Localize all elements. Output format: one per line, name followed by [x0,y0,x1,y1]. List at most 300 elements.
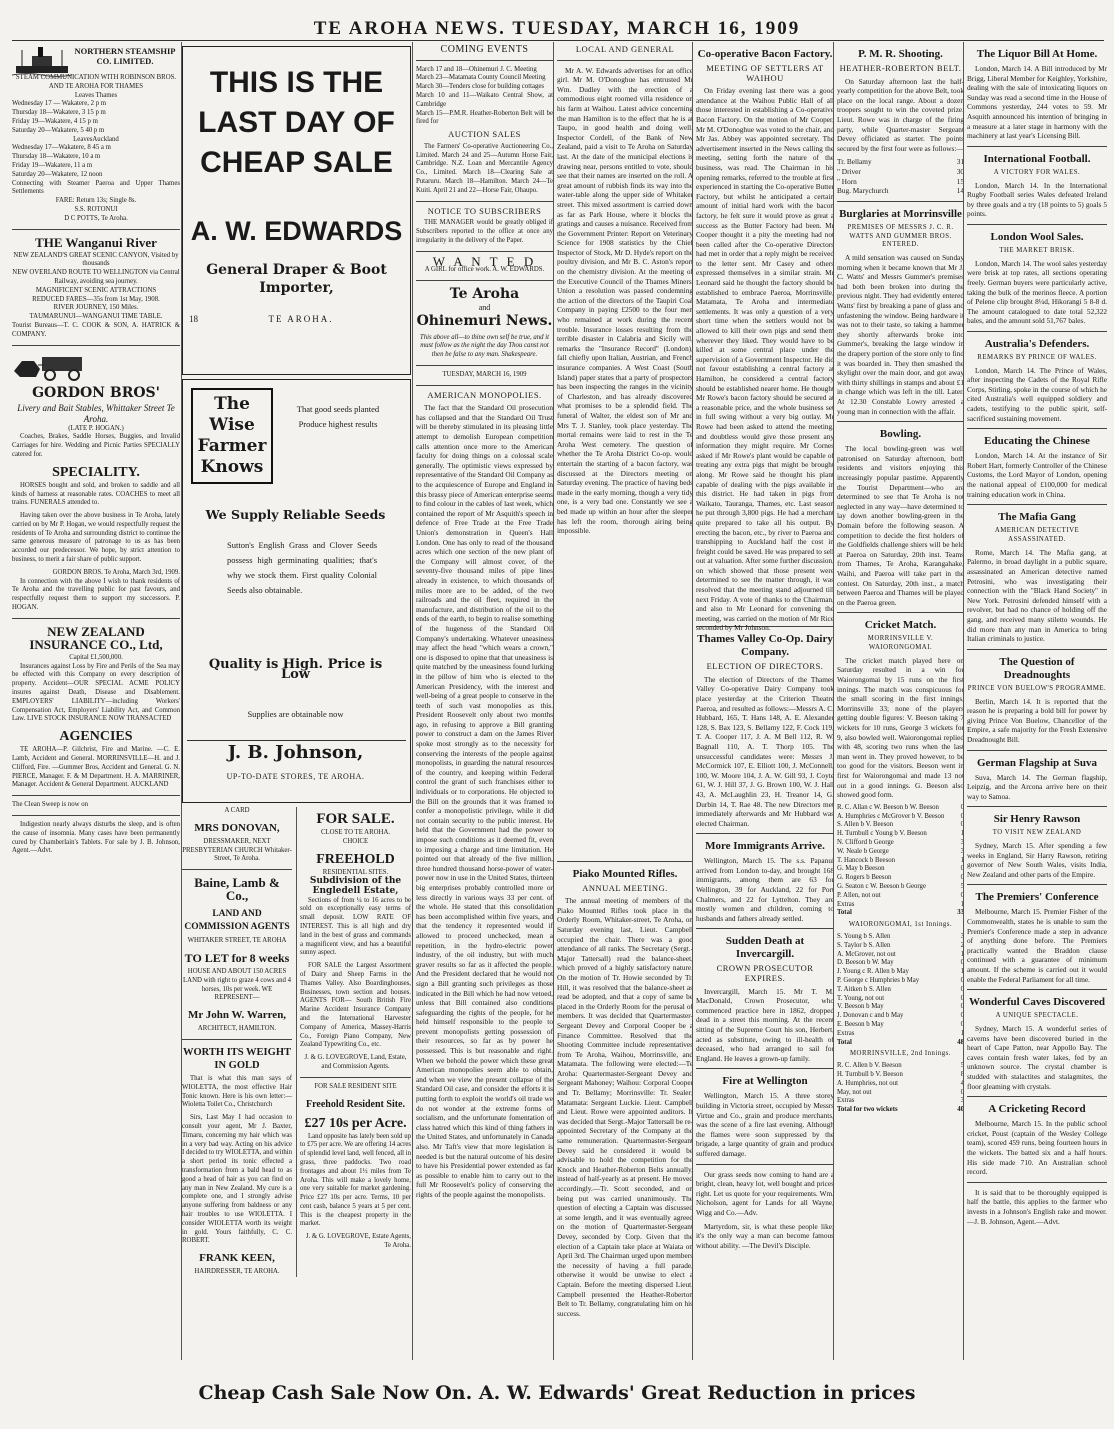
whanganui-greatest: NEW ZEALAND'S GREAT SCENIC CANYON, Visited by thousands [13,251,179,268]
thames-times [12,100,180,135]
coach-illustration [12,351,180,381]
chinese-title: Educating the Chinese [984,435,1090,448]
burglaries-title: Burglaries at Morrinsville [839,207,962,220]
event-item: March 10 and 11—Waikato Central Show, at Cambridge [416,91,553,108]
divider [416,385,553,386]
batting-row [837,804,964,813]
score-value: 14 [956,186,964,196]
batting-row [837,1062,964,1071]
masthead-rule [12,40,1104,41]
divider [837,421,964,422]
col2-lower-right [296,807,411,1277]
score-row [837,157,964,167]
divider [967,146,1107,147]
crown-subtitle: CROWN PROSECUTOR EXPIRES. [716,963,814,984]
score-name: " Driver [837,166,861,176]
premiers-title: The Premiers' Conference [975,891,1099,904]
tourist-bureaus: Tourist Bureaus—T. C. COOK & SON, A. HATRICK & COMPANY. [12,321,180,338]
engledell-body: Sections of from ¼ to 16 acres to be sold on exceptionally easy terms of small deposit. LOW RATE OF INTEREST. This is all high and dry land in the best of grass and commands a magnificent view, and has a beautiful sunny aspect. [300,896,411,957]
football-body: London, March 14. In the International Rugby Football series Wales defeated Ireland by three goals and a try (18 points to 5) goals 5 points. [967,180,1107,219]
batter: D. Beeson b W. May [837,959,894,967]
events-list [416,66,553,128]
divider [182,1039,292,1040]
wool-title: London Wool Sales. [990,230,1084,243]
runs: 0 [960,985,964,993]
batter: A. McGrover, not out [837,950,896,958]
nzi-title: NEW ZEALAND INSURANCE CO., Ltd, [29,623,163,652]
dateline: TUESDAY, MARCH 16, 1909 [442,370,527,378]
belt-body: On Saturday afternoon last the half-yearly competition for the above Belt, took place on the local range. About a dozen troopers sought to win the coveted prize. Lieut. Rowe was in charge of the firing party, while Quarter-master Sergeant Devey officiated as starter. The points secured by the first four were as follows:— [837,76,964,153]
score-row [837,177,964,187]
scenic-attractions: MAGNIFICENT SCENIC ATTRACTIONS [35,286,157,294]
wise-farmer-box [191,388,273,484]
second-innings [837,1062,964,1115]
sale-line-3: CHEAP SALE [200,146,393,179]
second-innings-heading: MORRINSVILLE, 2nd Innings. [850,1050,951,1058]
score-name: Bug. Marychurch [837,186,889,196]
gordon-body: Coaches, Brakes, Saddle Horses, Buggies, and Invalid Carriages for hire. Wedding and Picnic Parties SPECIALLY catered for. [12,433,180,458]
steamship-illustration [12,44,180,78]
total-value: 48 [957,1038,964,1046]
price-body: Land opposite has lately been sold up to £75 per acre. We are offering 14 acres of splendid level land, well fenced, all in grass, three paddocks. Two road frontages and about 1½ miles from Te Aroha. This will make a lovely home, one very suitable for market gardening. Price £27 10s per acre. Terms, 10 per cent cash, balance 5 years at 5 per cent. This is the cheapest property in the market. [300,1132,411,1228]
caves-body: Sydney, March 15. A wonderful series of caverns have been discovered buried in the heart of Cape Patton, near Appollo Bay. The caves contain fresh water lakes, fed by an unknown source. The crystal chamber is studded with stalactites and stalagmites, the floor gleaming with crystals. [967,1024,1107,1091]
annual-meeting: ANNUAL MEETING. [582,882,668,893]
batting-row [837,986,964,995]
footer-banner: Cheap Cash Sale Now On. A. W. Edwards' Great Reduction in prices [198,1382,916,1404]
divider [967,989,1107,990]
divider [967,428,1107,429]
column-5 [692,42,834,1360]
batting-row [837,1012,964,1021]
rawson-subtitle: TO VISIT NEW ZEALAND [992,829,1082,837]
batter: S. Young b S. Allen [837,932,891,940]
football-title: International Football. [983,152,1091,165]
gordon-title: GORDON BROS' [32,384,160,401]
event-item: March 17 and 18—Ohinemuri J. C. Meeting [416,65,537,73]
batting-row [837,865,964,874]
cricket-subtitle: MORRINSVILLE V. WAIORONGOMAI. [867,635,934,652]
total-label: Total [837,909,852,917]
piako-title: Piako Mounted Rifles. [572,867,678,880]
steamship-title: NORTHERN STEAMSHIP CO. LIMITED. [74,46,176,66]
waiorongomai-innings [837,933,964,1047]
worth-letter: Sirs, Last May I had occasion to consult your agent, Mr J. Baxter, Timaru, concerning my hair which was in a very bad way. Acting on his advice I decided to try WIOLETTA, and within a short period its tonic effected a transformation from a bald head to as good a head of hair as you can find on any man in New Zealand. My cure is a complete one, and I strongly advise anyone suffering from baldness or any hair troubles to use WIOLETTA. I consider WIOLETTA worth its weight in gold. Yours faithfully, C. C. ROBERT. [182,1114,293,1245]
premiers-body: Melbourne, March 15. Premier Fisher of the Commonwealth, states he is unable to sum the Premier's Conference made a step in advance of anything done before. The Premiers practically wanted the Braddon clause continued with a guarantee of minimum amount. If the scheme is carried out it would enable the Federal Parliament for all time. [967,907,1107,984]
total-label: Total for two wickets [837,1106,898,1114]
batter: P. George c Humphries b May [837,976,920,984]
agencies-title: AGENCIES [59,729,133,745]
time-row: Thursday 18—Wakatere, 10 a m [12,153,101,161]
total-label: Total [837,1038,852,1046]
wise-word-1: The [214,394,250,414]
batter: A. Humphries c McGrover b V. Beeson [837,812,945,820]
chinese-body: London, March 14. At the instance of Sir Robert Hart, formerly Controller of the Chinese Customs, the Lord Mayor of London, opening the national appeal of £100,000 for medical training education work in China. [967,451,1107,499]
cricket-title: Cricket Match. [864,619,937,632]
mafia-title: The Mafia Gang [998,511,1076,524]
total-value: 40 [957,1106,964,1114]
column-4 [553,42,693,1360]
column-7 [963,42,1107,1360]
river-journey: RIVER JOURNEY, 150 Miles. [53,304,139,312]
divider [187,740,406,741]
batting-row [837,848,964,857]
ad-number: 18 [189,314,198,324]
runs: 4 [960,1079,964,1087]
worth-body: That is what this man says of WIOLETTA, the most effective Hair Tonic known. Here is his own letter:— Wioletta Toilet Co., Christchurch [182,1074,293,1109]
wise-word-3: Farmer [197,436,267,456]
divider [416,201,553,202]
batting-row [837,951,964,960]
runs: 0 [960,1012,964,1020]
divider [696,1164,834,1165]
divider [12,345,180,346]
batter: Extras [837,1097,855,1105]
batter: T. Aitken b S. Allen [837,985,891,993]
donovan-subtitle: DRESSMAKER, NEXT PRESBYTERIAN CHURCH Whitaker-Street, Te Aroha. [182,837,292,863]
batter: T. Young, not out [837,994,885,1002]
wool-subtitle: THE MARKET BRISK. [999,246,1075,254]
batter: P. Allen, not out [837,891,881,899]
time-row: Wednesday 17—Wakatere, 8 45 a m [12,144,111,152]
gordon-late: (LATE P. HOGAN.) [68,424,124,432]
quality-line: Quality is High. Price is Low [208,657,383,682]
speciality-body: HORSES bought and sold, and broken to saddle and all kinds of harness at reasonable rates. COACHES to meet all trains. FUNERALS attended to. [12,481,180,507]
steamship-subtitle: STEAM COMMUNICATION WITH ROBINSON BROS. AND TE AROHA FOR THAMES [15,74,177,90]
monopolies-title: AMERICAN MONOPOLIES. [427,389,542,400]
event-item: March 30—Tenders close for building cottages [416,83,545,91]
runs: 0 [960,812,964,820]
supplies-line: Supplies are obtainable now [247,709,344,719]
runs: 0 [960,891,964,899]
batting-row [837,821,964,830]
divider [557,861,693,862]
batter: Extras [837,900,855,908]
seeds-intro: That good seeds planted Produce highest results [296,404,380,429]
col2-lower-left [182,807,292,1277]
divider [967,884,1107,885]
divider [416,251,553,252]
runs: 1 [960,830,964,838]
batting-row [837,901,964,910]
sudden-body: Invercargill, March 15. Mr T. M. MacDonald, Crown Prosecutor, who commenced practice here in 1862, dropped dead in a street this morning. At the recent sitting of the Supreme Court his son, Herbert, acted as substitute, owing to ill-health of deceased, who had arranged to sail for England. He leaves a grown-up family. [696,986,834,1063]
divider [967,1182,1107,1183]
runs: 0 [960,994,964,1002]
edwards-name: A. W. EDWARDS [190,216,403,246]
warren-subtitle: ARCHITECT, HAMILTON. [197,1025,277,1033]
batter: N. Clifford b George [837,838,894,846]
runs: 1 [960,968,964,976]
runs: 3 [960,932,964,940]
runs: 0 [960,1020,964,1028]
batter: Extras [837,1029,855,1037]
batting-row [837,942,964,951]
runs: 5 [960,882,964,890]
divider [416,365,553,366]
divider [416,280,553,281]
batter: R. C. Allen b V. Beeson [837,1062,902,1070]
divider [12,795,180,796]
sudden-title: Sudden Death at Invercargill. [725,935,805,961]
supply-heading: We Supply Reliable Seeds [205,507,386,522]
batting-row [837,1097,964,1106]
gordon-sign: GORDON BROS. Te Aroha, March 3rd, 1909. [52,568,180,576]
wanted-body: A GIRL for office work. A. W. EDWARDS. [424,266,545,274]
thames-dairy-title: Thames Valley Co-Op. Dairy Company. [697,633,833,659]
clean-sweep: The Clean Sweep is now on [12,801,89,809]
runs: 0 [960,1003,964,1011]
total-row [837,909,964,918]
batting-row [837,857,964,866]
johnson-name: J. B. Johnson, [227,742,364,763]
baine-address: WHITAKER STREET, TE AROHA [187,937,287,945]
paper-and: and [478,302,491,312]
batter: G. May b Beeson [837,865,885,873]
worth-heading: WORTH ITS WEIGHT IN GOLD [183,1046,291,1071]
batting-row [837,813,964,822]
sale-line-2: LAST DAY OF [198,106,395,139]
dreadnoughts-body: Berlin, March 14. It is reported that the reason he is preparing a bold bill for power by giving Prince Von Buelow, Chancellor of the Empire, a safe majority for the Fresh Extensive Dreadnought Bill. [967,696,1107,744]
auction-body: The Farmers' Co-operative Auctioneering Co., Limited. March 24 and 25—Autumn Horse Fair, Cambridge. N.Z. Loan and Mercantile Agency Co., Limited. March 18—Clearing Sale at Putaruru. March 18—Hamilton. March 24—Te Kuiti. April 21 and 22—Horse Fair, Ohaupo. [416,142,553,194]
event-item: March 23—Matamata County Council Meeting [416,74,546,82]
martyrdom-quote: Martyrdom, sir, is what these people like; it's the only way a man can become famous without ability. —The Devil's Disciple. [696,1221,834,1250]
baine-name: Baine, Lamb & Co., [194,875,280,904]
divider [967,224,1107,225]
score-value: 30 [956,166,964,176]
col2-lower [182,807,411,1277]
wise-word-2: Wise [209,415,255,435]
runs: 0 [960,1088,964,1096]
rawson-body: Sydney, March 15. After spending a few weeks in England, Sir Harry Rawson, retiring governor of New South Wales, visits India, New Zealand and other parts of the Empire. [967,841,1107,879]
choice: CHOICE [342,837,369,845]
edwards-sale-ad [182,46,411,375]
event-item: March 15—P.M.R. Heather-Roberton Belt will be fired for [416,109,553,126]
bowling-body: The local bowling-green was well patronised on Saturday afternoon, both residents and visitors enjoying this increasingly popular pastime. Apparently the Tourist Department—who are determined to see that Te Aroha is not neglected in any way—have determined to lay down another bowling-green in the Domain before the following season. A competition to decide the first holders of the Goldfields challenge shiers will be held at Paeroa on Saturday, 20th inst. Teams from Thames, Te Aroha, Karangahake, Waihi, and Paeroa will take part in the contest. On Saturday, 20th inst., a match between Paeroa and Thames will be played on the Paeroa green. [837,444,964,607]
belt-scores [837,157,964,195]
runs: 1 [960,1029,964,1037]
indigestion-ad: Indigestion nearly always disturbs the sleep, and is often the cause of insomnia. Many cases have been permanently cured by Chamberlain's Tablets. For sale by J. B. Johnson, Agent.—Advt. [12,821,180,855]
runs: 0 [960,821,964,829]
local-body: Mr A. W. Edwards advertises for an office girl. Mr M. O'Donoghue has entrusted Mr Wm. Dudley with the erection of a commodious eight roomed villa residence on his farm at Waihou. Latest advice concerning the man Hamilton is to the effect that he is at Taupo, in good health and doing well. Inspector Cordell, of the Bank of New Zealand, paid a visit to Te Aroha on Saturday last. At the date of the municipal elections is drawing near, persons entitled to vote, should see that their names are inserted on the roll. A great amount of rubbish finds its way into the water-table along the upper side of Whitaker street. This mixed assortment is carried down as far as Park House, where it blocks the gratings and causes a nuisance. Received from the Government Printer: Report on Veterinary Science for 1908 statistics by the Chief Inspector of Stock, Mr D. Hyde's report on the poultry division, and Mr B. C. Aston's report on the chemistry division. At the meeting of the Executive Council of the Thames Miners' Union a resolution was passed condemning the action of the directors of the Taupiri Coal Company in paying £2500 to the four men who remained at work during the recent trouble. Insurance losses resulting from the terrible disaster in Calabria and Sicily will, remarks the "Insurance Record" (London), fall chiefly upon Italian, Austrian, and French insurance companies. A West Coast (South Island) paper states that a party of prospectors has been inspecting the ranges in the vicinity of Charleston, and has already discovered what promises to be a splendid field. The funeral of Walter, the eldest son of Mr and Mrs T. J. Stanley, took place yesterday. The mortal remains were laid to rest in the Te Aroha West cemetery. The question of whether the Te Aroha District Co-op. would entertain the starting of a bacon factory, was discussed at the Directors meeting on Saturday evening. The practice of having beds made in the early morning, though a very tidy one, is a very bad one. Constantly we see a bed made up within an hour after the sleeper has left the room, thorough airing being impossible. [557,65,693,536]
johnson-seeds-ad [182,379,411,803]
column-1 [12,42,180,1360]
potts-sign: D C POTTS, Te Aroha. [64,214,128,222]
divider [967,806,1107,807]
cricket-record-body: Melbourne, March 15. In the public school cricket, Poust (captain of the Wesley College team), scored 459 runs, being fourteen hours in the wickets. The batted six and a half hours. His side made 710. An Australian school record. [967,1119,1107,1177]
to-let-body: HOUSE AND ABOUT 150 ACRES LAND with right to graze 4 cows and 4 horses, 10s per week. WE REPRESENT— [183,967,291,1002]
edwards-town: TE AROHA. [268,314,334,324]
runs: 1 [960,900,964,908]
thames-body: The election of Directors of the Thames Valley Co-operative Dairy Company took place yesterday at the Criterion Theatre Paeroa, and resulted as follows:—Messrs A. C. Hubbard, 165, T. Hans 148, A. E. Alexander 128, S. Bax 123, S. Bellamy 122, F. Cock 119, T. A. Cooper 117, J. A. M Bell 112, R. W. Bagnall 110, A. T. Thorp 105. The unsuccessful candidates were: Messrs J. McCormick 107, E. Elliott 100, J. McConnell, 100, W. Moore 104, J. A. W. Gill 93, J. Coyte 61, W. J. Hill 37, J. G. Brown 100, W. J. Hall 43, A. McLaughlin 23, H. Treanor 14, G. Durbin 14, T. Rae 48. The new Directors met immediately afterwards and Mr Hubbard was elected Chairman. [696,674,834,828]
bacon-title: Co-operative Bacon Factory. [697,48,833,60]
lovegrove-sign: J. & G. LOVEGROVE, Land, Estate, and Commission Agents. [304,1054,407,1070]
cricket-record-title: A Cricketing Record [988,1103,1086,1116]
leaves-auckland: LeavesAuckland [73,135,119,143]
speciality-title: SPECIALITY. [52,464,140,480]
bacon-body: On Friday evening last there was a good attendance at the Waihou Public Hall of all those interested in establishing a Co-operative Bacon Factory. On the motion of Mr Cooper, Mr M. O'Donoghue was voted to the chair, and Mr Jas. Abbey was appointed secretary. The advertisement inserted in the News calling the meeting, setting forth the nature of the business, was read. The Chairman in his opening remarks, referred to the trouble at first experienced in starting the Co-operative Butter Factory, but whilst he anticipated a certain amount of initial hard work with the bacon factory, he felt sure it would prove as great a success as the Butter Factory had been. Mr Cooper thought it a pity the meeting had not been called after the Co-operative Directors had met in order that a reply might be received to the letter sent. Mr Casey and others expressed themselves in a similar strain. Mr Leonard said he thought the factory should be established to embrace Paeroa, Morrinsville, Matamata, Te Aroha and intermediate settlements. It was only a question of a very short time when the settlers would not be allowed to kill their own pigs and send them wherever they liked. They would have to be killed at some central place under the supervision of a Government Inspector. He did not favour establishing a central factory at Hamilton, he considered a central factory should be established nearer home. He thought Mr Rowe's bacon factory should be secured at a reasonable price, and the whole business set in full swing without a very big outlay. Mr Rowe had been asked to attend the meeting, and doubtless would give those present any information they might require. Mr Cornes asked if Mr Rowe's plant would be capable of treating any extra pigs that might be brought along. Mr Rowe said he thought his plant capable of dealing with the pigs available in this district. He had taken in pigs from Waikato, Tauranga, Thames, etc. Last season he put through 3,800 pigs. He had a merchant quite prepared to take all his output. By erecting the bacon, etc., by river to Paeroa and transhipping to Auckland half the cost in freight could be saved. He was prepared to sell out at valuation. After some further discussion, on which showed that those present were determined to see the matter through, it was resolved that the meeting stand adjourned till next Friday. A vote of thanks to the Chairman, and also to Mr Leonard for convening the meeting, was carried on the motion of Mr Rice seconded by Mr Johnson. [696,86,834,633]
score-row [837,167,964,177]
score-name: Tr. Bellamy [837,157,872,167]
caves-subtitle: A UNIQUE SPECTACLE. [995,1012,1079,1020]
score-value: 31 [956,157,964,167]
time-row: Saturday 20—Wakatere, 5 40 p m [12,126,105,134]
dreadnoughts-title: The Question of Dreadnoughts [999,655,1075,681]
dreadnoughts-subtitle: PRINCE VON BUELOW'S PROGRAMME. [967,684,1107,692]
batting-row [837,1089,964,1098]
caves-title: Wonderful Caves Discovered [968,996,1106,1009]
runs: 0 [960,959,964,967]
column-6 [833,42,964,1360]
batter: J. Donovan c and b May [837,1012,904,1020]
price-heading: £27 10s per Acre. [304,1115,407,1131]
divider [967,504,1107,505]
runs: 3 [960,847,964,855]
total-value: 33 [957,909,964,917]
time-row: Friday 19—Wakatere, 4 15 p m [12,117,98,125]
nzi-capital: Capital £1,500,000. [69,653,123,661]
bacon-subtitle: MEETING OF SETTLERS AT WAIHOU [706,63,824,83]
reduced-fares: REDUCED FARES—35s from 1st May, 1908. [32,295,160,303]
divider [967,1096,1107,1097]
speciality-notice: Having taken over the above business in Te Aroha, lately carried on by Mr P. Hogan, we would respectfully request the residents of Te Aroha and surrounding district to continue the same generous measure of patronage to us as has been accorded our predecessor. We hope, by strict attention to business, to merit a fair share of public support. [12,512,180,564]
auction-title: AUCTION SALES [448,129,521,140]
column-2 [181,42,411,1360]
defenders-subtitle: REMARKS BY PRINCE OF WALES. [977,353,1097,361]
runs: 5 [960,1062,964,1070]
batting-row [837,830,964,839]
batter: H. Turnbull b V. Beeson [837,1070,903,1078]
batting-row [837,1071,964,1080]
divider [557,60,693,61]
divider [12,618,180,619]
coming-events-title: COMING EVENTS [440,44,529,55]
liquor-title: The Liquor Bill At Home. [976,48,1098,60]
batting-row [837,1003,964,1012]
immigrants-title: More Immigrants Arrive. [705,840,825,853]
batting-row [837,874,964,883]
liquor-body: London, March 14. A Bill introduced by Mr Brigg, Liberal Member for Keighley, Yorkshire, dealing with the sale of intoxicating liquors on Sunday was read a second time in the House of Commons yesterday, 244 votes to 59. Mr Asquith announced his intention of bringing in a measure at a later stage in harmony with the machinery at last year's Licensing Bill. [967,64,1107,141]
divider [182,869,292,870]
monopolies-body: The fact that the Standard Oil prosecution has collapsed and that the Standard Oil Trust will be thereby stimulated in its pleasing little attempt to demolish European competition calls attention once more to the American faculty for doing things on a colossal scale generally. The optimistic views expressed by representative of the Standard Oil Company as to the acquiescence of Europe and England in this brassy piece of American enterprise seems to find colour in the cables of last week, which contained the report of Mr Asquith's speech in defence of Free Trade at the Free Trade Union's demonstration in Queen's Hall London. One has only to read of the thousand acres which one section of the new plant of the Company will almost cover, of the seventy-five thousand miles of pipe lines already in existence, to which thousands of miles more are to be added, of the two railroads and the oil fleet, required in the manufacture, and distribution of the oil to the ends of the earth, to begin to realise something of the hugeness of the Standard Oil Company's undertaking. Whatever uneasiness may affect the head "which wears a crown," one is disposed to opine that that uneasiness is quite matched by the uneasiness found lurking in the pillow of him who is elected to the American Presidency, with the interest and well-being of a great people to conserve in the teeth of such vast monopolies as this. President Roosevelt only about two months ago, in refusing to approve a Bill granting power to construct a dam on the James River spoke most strongly as to the necessity for conserving the interests of the people against monopolists, in guarding the natural resources of the country, and keeping within Federal control the grant of such franchises either to individuals or to corporations. He objected to the Bill on the grounds that it was framed to confer a monopolistic privilege, while it did not contain security to the public interest. He held that the Government had the power to impose such conditions as it deemed fit, even to imposing a charge and time limitation. He pointed out that already of the five million, three hundred thousand horse-power of water-power now in use in the United States, thirteen big enterprises probably controlled more or less directly in various ways 33 per cent. of the whole. He stated that this consolidation has been accomplished within five years, and that the tendency it represented would if allowed to proceed unchecked, mean a repetition, in the hydro-electric power industry, of the oil industry, but with much graver results so far as it affected the people. And the President declared that he would not sign a Bill granting such privileges as those indicated in the Bill which he had now vetoed, unless that Bill contained also conditions safeguarding the rights of the people, for he held himself responsible to the people to prevent monopolists getting possession of their resources, so far as by power he possessed. This is but reasonable and right. When we behold the power which these great American monopolies seem able to obtain, and when we view the present collapse of the Standard Oil case, and consider the efforts it is putting forth to exploit the world's oil trade we do not wonder at the extreme forms of socialism, and the unfortunate fomentation of class hatred which this kind of thing fathers in the United States, and unfortunately in Canada also. Mr Taft's view that more legislation is needed is but the natural outcome of his desire to have his Presidential power extended as far as possible to enable him to carry out to the full Mr Roosevelt's policy of conserving the rights of the people against the monopolists. [416,403,553,1199]
time-row: Wednesday 17 — Wakatere, 2 p m [12,100,107,108]
batting-row [837,968,964,977]
score-value: 15 [956,176,964,186]
time-row: Saturday 20—Wakatere, 12 noon [12,170,103,178]
divider [837,201,964,202]
mafia-body: Rome, March 14. The Mafia gang, at Palermo, in broad daylight in a public square, assassinated an American detective named Petrosini, who was investigating their connection with the "Black Hand Society" in New York. Petrosini defended himself with a revolver, but had no chance of holding off the gang, and received many stiletto wounds. He did more than any man in America to bring Italian criminals to justice. [967,547,1107,644]
wool-body: London, March 14. The wool sales yesterday were brisk at top rates, all sections operating freely. German buyers were particularly active, taking the bulk of the merinos fleece. A portion of Pelene clip brought 8¼d, Hikorangi 5 8-8 d. The amount catalogued to date total 52,322 bales, and the amount sold 51,767 bales. [967,258,1107,326]
defenders-title: Australia's Defenders. [984,337,1090,350]
football-subtitle: A VICTORY FOR WALES. [993,168,1081,176]
runs: 0 [960,976,964,984]
bowling-title: Bowling. [879,428,922,441]
supply-body: Sutton's English Grass and Clover Seeds possess high germinating qualities; that's why we stock them. First quality Colonial Seeds also obtainable. [227,540,377,595]
column-3 [412,42,553,1360]
rotonui: S.S. ROTONUI [74,205,118,213]
runs: 0 [960,803,964,811]
close-to: CLOSE TO TE AROHA. [320,829,391,836]
divider [416,60,553,61]
agencies-body: TE AROHA—P. Gilchrist, Fire and Marine. —C. E. Lamb, Accident and General. MORRINSVILLE—H. and J. Clifford, Fire. —Gummer Bros, Accident and General. G. N. PIERCE, Manager. F. & M Department. H. A. MARRINER, Manager. Accident & General Department. AUCKLAND [12,746,180,789]
edwards-subtitle: General Draper & Boot Importer, [206,262,387,296]
residential-sites: RESIDENTIAL SITES. [322,868,389,876]
auckland-times [12,144,180,179]
agents-body: FOR SALE the Largest Assortment of Dairy and Sheep Farms in the Thames Valley. Also Boardinghouses, Businesses, town section and houses. AGENTS FOR— South British Fire Marine Accident Insurance Company and the International Harvester Company of America, Massey-Harris Co., Foreign Piano Company, New Zealand Typewriting Co., etc. [300,962,411,1049]
whanganui-title: THE Wanganui River [35,234,157,250]
time-row: Friday 19—Wakatere, 11 a m [12,161,93,169]
divider [696,833,834,834]
batting-row [837,977,964,986]
resident-sale: FOR SALE RESIDENT SITE [314,1082,397,1090]
freehold-resident: Freehold Resident Site. [306,1098,405,1110]
divider [967,331,1107,332]
runs: 0 [960,865,964,873]
piako-body: The annual meeting of members of the Piako Mounted Rifles took place in the Orderly Room, Whitaker-street, Te Aroha, on Saturday evening last, Lieut. Campbell occupied the chair. There was a good attendance of all ranks. The Secretary (Sergt.-Major Tattersall) read the balance-sheet, which proved of a highly satisfactory nature. On the motion of Tr. Howie seconded by Tr. Hill, it was resolved that the balance-sheet as read be adopted, and that a copy of same be placed in the Orderly Room for the perusal of members. It was decided that Quartermaster-Sergeant Devey and Corporal Cooper be a Finance Committee. Resolved that the Shooting Committee include representatives from Te Aroha, Waihou, Morrinsville, and Matamata. The following were elected:—Te Aroha: Quartermaster-Sergeant Devey and Sergeant Mahoney; Waihou: Corporal Cooper and Tr. Bellamy; Morrinsville: Tr. Sealer; Matamata: Sergeant Luckie. Lieut. Campbell and Lieut. Rowe were appointed auditors. It was decided that Sergt.-Major Tattersall be re-appointed Secretary of the Company at the same remuneration. Quartermaster-Sergeant Devey said he considered it would be advisable to hold the competition for the Knock and Heather-Roberton Belts annually, instead of half-yearly as at present. He moved accordingly.—Tr. Scott seconded, and on being put was carried unanimously. The question of electing a Captain was discussed at some length, and it was eventually agreed on the motion of Quartermaster-Sergeant Devey, seconded by Corp. Given that the election of a Captain take place at Waiata on April 3rd. The Chairman urged upon members the necessity of having a full parade, otherwise it would be unwise to elect a Captain. Before the meeting dispersed Lieut. Campbell presented the Heather-Roberton Belt to Tr. Bellamy, congratulating him on his success. [557,896,693,1318]
for-sale-heading: FOR SALE. [316,811,395,827]
batter: E. Beeson b May [837,1020,884,1028]
pmr-title: P. M. R. Shooting. [858,48,943,60]
immigrants-body: Wellington, March 15. The s.s. Papanui arrived from London to-day, and brought 168 immigrants, among them are 63 for Wellington, 39 for Auckland, 22 for Port Chalmers, and 22 for Lyttelton. They are mostly women and children, coming to husbands and fathers already settled. [696,856,834,923]
fire-body: Wellington, March 15. A three storey building in Victoria street, occupied by Messrs Virtue and Co., grain and produce merchants, was the scene of a fire last evening. Although the flames were soon suppressed by the brigade, a large quantity of grain and produce suffered damage. [696,1091,834,1158]
batting-row [837,933,964,942]
batting-row [837,1021,964,1030]
donovan-name: MRS DONOVAN, [194,821,280,834]
waiorongomai-heading: WAIORONGOMAI, 1st Innings. [848,921,953,929]
divider [300,1077,411,1078]
morrinsville-innings [837,804,964,918]
total-row [837,1106,964,1115]
runs: 3 [960,838,964,846]
batter: J. Young c R. Allen b May [837,968,909,976]
timetable-title: TAUMARUNUI—WANGANUI TIME TABLE. [29,313,163,321]
engledell: Subdivision of the Engledell Estate, [309,876,402,896]
premises-subtitle: PREMISES OF MESSRS J. C. R. WATTS AND GUMMER BROS. ENTERED. [847,223,954,249]
keen-name: FRANK KEEN, [199,1252,275,1265]
card-label: A CARD [224,807,250,814]
batter: S. Allen b V. Beeson [837,821,894,829]
masthead: TE AROHA NEWS. TUESDAY, MARCH 16, 1909 [313,18,801,39]
batting-row [837,995,964,1004]
rawson-title: Sir Henry Rawson [993,813,1081,826]
mafia-subtitle: AMERICAN DETECTIVE ASSASSINATED. [994,527,1080,543]
burglaries-body: A mild sensation was caused on Sunday morning when it became known that Mr J. C. Watts' and Messrs Gummer's premises had both been broken into during the previous night. They had evidently entered Watts' first by breaking a pane of glass and unfastening the window. Being hardware it was not to their taste, so taking a hammer they shortly afterwards broke into Gummer's, breaking the large window in the drapery portion of the store only to find it was boarded in. They then smashed the skylight over the main door, and got away with thirty shillings in stamps and about £1 in change which was left in the till. Later. At 12.30 Constable Lowry arrested a young man in connection with the affair. [837,253,964,416]
divider [967,750,1107,751]
divider [12,815,180,816]
batter: G. Rogers b Beeson [837,874,892,882]
johnson-subtitle: UP-TO-DATE STORES, TE AROHA. [226,772,365,781]
warren-name: Mr John W. Warren, [187,1009,287,1022]
batter: T. Hancock b Beeson [837,856,896,864]
batter: H. Turnbull c Young b V. Beeson [837,830,927,838]
fare-note: FARE: Return 13s; Single 8s. [55,197,137,205]
grass-ad: Our grass seeds now coming to hand are a bright, clean, heavy lot, well bought and prices right. Let us quote for your requirements. Wm. Nicholson, agent for Lands for all Wayne, Wigg and Co.—Adv. [696,1169,834,1217]
cricket-body: The cricket match played here on Saturday resulted in a win for Waiorongomai by 15 runs on the first innings. The match was conspicuous for the small scoring in the first innings, Morrinsville 33; none of the players getting double figures: V. Beeson taking 7 wickets for 10 runs, George 3 wickets for 9, also bowled well. Waiorongomai replied with 48, scoring two runs when the last man went in. They proved however, to be too good for the visitors. Beeson went in first for Waiorongomai and made 13 not out in a good innings. G. Beeson also showed good form. [837,655,964,800]
wise-word-4: Knows [200,457,264,477]
batter: May, not out [837,1088,872,1096]
freehold-heading: FREEHOLD [316,851,395,867]
keen-subtitle: HAIRDRESSER, TE AROHA. [194,1268,280,1276]
time-row: Thursday 18—Wakatere, 3 15 p m [12,109,106,117]
divider [837,612,964,613]
flagship-body: Suva, March 14. The German flagship, Leipzig, and the Arcona arrive here on their way to Samoa. [967,772,1107,801]
overland-route: NEW OVERLAND ROUTE TO WELLINGTON via Central Railway, avoiding sea journey. [12,269,180,285]
notice-title: NOTICE TO SUBSCRIBERS [427,205,542,216]
paper-name-1: Te Aroha [449,285,520,302]
gordon-subtitle: Livery and Bait Stables, Whittaker Street Te Aroha. [17,402,175,424]
divider [967,649,1107,650]
batting-row [837,959,964,968]
batter: G. Seaton c W. Beeson b George [837,882,926,890]
motto: This above all—to thine own self be true, and it must follow as the night the day Thou canst not then be false to any man. Shakespeare. [419,333,550,359]
